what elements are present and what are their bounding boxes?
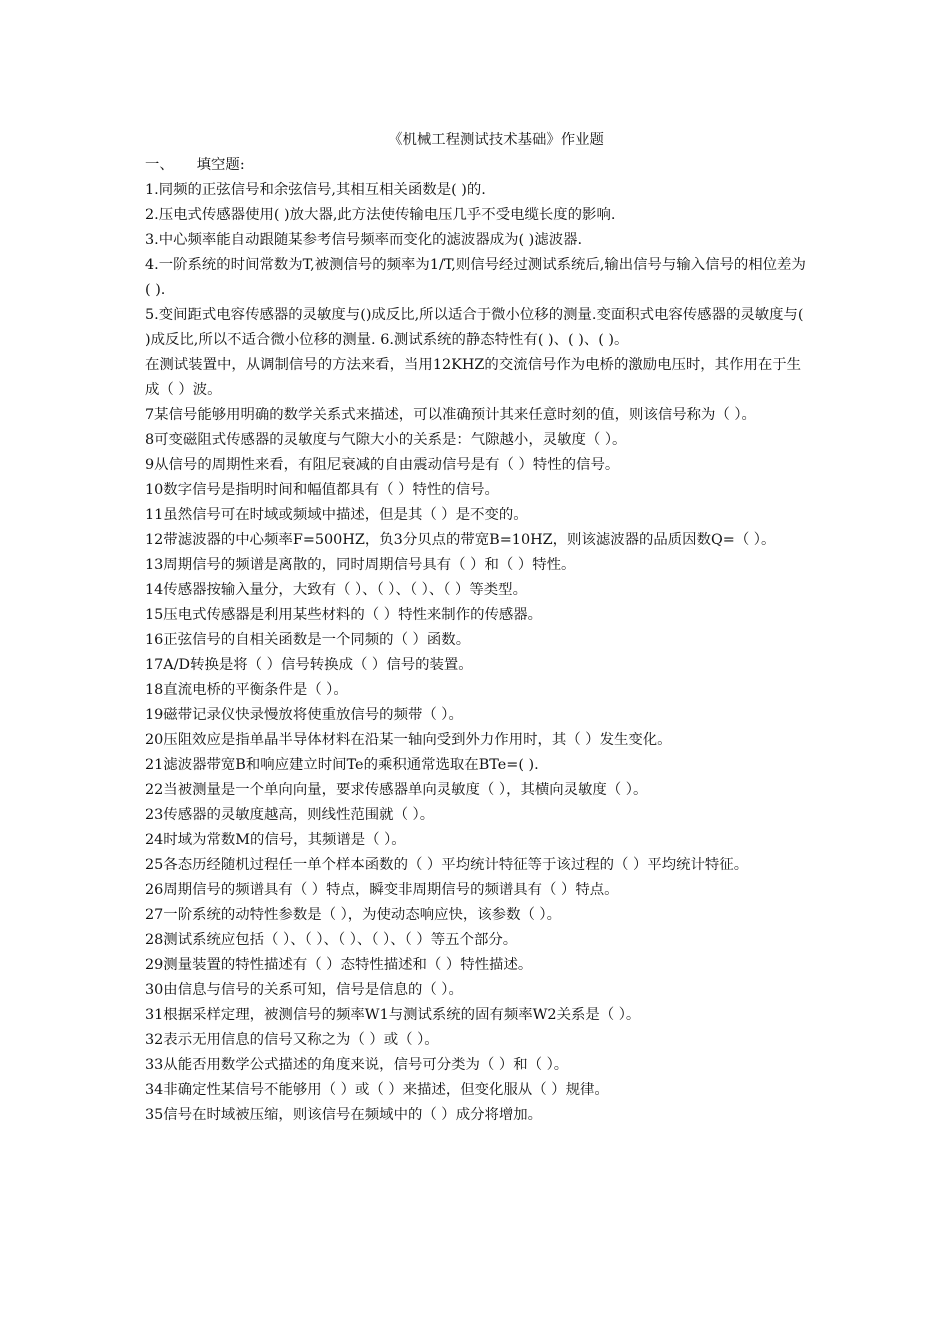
document-page — [145, 128, 807, 1128]
question-item: 32表示无用信息的信号又称之为（ ）或（ ）。 — [145, 1032, 439, 1048]
question-item: 28测试系统应包括（ ）、（ ）、（ ）、（ ）、（ ）等五个部分。 — [145, 932, 518, 948]
question-item: 27一阶系统的动特性参数是（ ），为使动态响应快，该参数（ ）。 — [145, 907, 561, 923]
question-item: 16正弦信号的自相关函数是一个同频的（ ）函数。 — [145, 632, 471, 648]
question-item: 35信号在时域被压缩，则该信号在频域中的（ ）成分将增加。 — [145, 1107, 543, 1123]
question-item: 3.中心频率能自动跟随某参考信号频率而变化的滤波器成为( )滤波器. — [145, 232, 583, 248]
question-item: 18直流电桥的平衡条件是（ ）。 — [145, 682, 348, 698]
question-item: 12带滤波器的中心频率F=500HZ，负3分贝点的带宽B=10HZ，则该滤波器的品质因数Q=（ ）。 — [145, 532, 776, 548]
question-item: 13周期信号的频谱是离散的，同时周期信号具有（ ）和（ ）特性。 — [145, 557, 576, 573]
question-item: 17A/D转换是将（ ）信号转换成（ ）信号的装置。 — [145, 657, 473, 673]
question-item: 22当被测量是一个单向向量，要求传感器单向灵敏度（ ），其横向灵敏度（ ）。 — [145, 782, 648, 798]
question-item: 33从能否用数学公式描述的角度来说，信号可分类为（ ）和（ ）。 — [145, 1057, 569, 1073]
question-item: 31根据采样定理，被测信号的频率W1与测试系统的固有频率W2关系是（ ）。 — [145, 1007, 641, 1023]
question-item: 15压电式传感器是利用某些材料的（ ）特性来制作的传感器。 — [145, 607, 543, 623]
question-item: 24时域为常数M的信号，其频谱是（ ）。 — [145, 832, 406, 848]
question-item: 7某信号能够用明确的数学关系式来描述，可以准确预计其来任意时刻的值，则该信号称为（ ）。 — [145, 407, 756, 423]
question-item: 9从信号的周期性来看，有阻尼衰减的自由震动信号是有（ ）特性的信号。 — [145, 457, 620, 473]
question-item: 29测量装置的特性描述有（ ）态特性描述和（ ）特性描述。 — [145, 957, 533, 973]
document-title: 《机械工程测试技术基础》作业题 — [388, 132, 604, 148]
question-item: 14传感器按输入量分，大致有（ ）、（ ）、（ ）、（ ）等类型。 — [145, 582, 527, 598]
question-item: 25各态历经随机过程任一单个样本函数的（ ）平均统计特征等于该过程的（ ）平均统计特征。 — [145, 857, 749, 873]
question-item: 11虽然信号可在时域或频域中描述，但是其（ ）是不变的。 — [145, 507, 528, 523]
question-list — [145, 178, 807, 1128]
question-item: 5.变间距式电容传感器的灵敏度与()成反比,所以适合于微小位移的测量.变面积式电容传感器的灵敏度与( )成反比,所以不适合微小位移的测量. 6.测试系统的静态特性有( )、( )、( )。 — [145, 307, 804, 348]
question-item: 1.同频的正弦信号和余弦信号,其相互相关函数是( )的. — [145, 182, 486, 198]
question-item: 20压阻效应是指单晶半导体材料在沿某一轴向受到外力作用时，其（ ）发生变化。 — [145, 732, 672, 748]
question-item: 4.一阶系统的时间常数为T,被测信号的频率为1/T,则信号经过测试系统后,输出信号与输入信号的相位差为( ). — [145, 257, 806, 298]
question-item: 8可变磁阻式传感器的灵敏度与气隙大小的关系是：气隙越小，灵敏度（ ）。 — [145, 432, 627, 448]
question-item: 19磁带记录仪快录慢放将使重放信号的频带（ ）。 — [145, 707, 463, 723]
question-item: 34非确定性某信号不能够用（ ）或（ ）来描述，但变化服从（ ）规律。 — [145, 1082, 609, 1098]
question-item: 在测试装置中，从调制信号的方法来看，当用12KHZ的交流信号作为电桥的激励电压时，其作用在于生成（ ）波。 — [145, 357, 802, 398]
question-item: 23传感器的灵敏度越高，则线性范围就（ ）。 — [145, 807, 435, 823]
section-heading: 一、 填空题: — [145, 157, 245, 173]
question-item: 26周期信号的频谱具有（ ）特点，瞬变非周期信号的频谱具有（ ）特点。 — [145, 882, 619, 898]
question-item: 2.压电式传感器使用( )放大器,此方法使传输电压几乎不受电缆长度的影响. — [145, 207, 616, 223]
question-item: 21滤波器带宽B和响应建立时间Te的乘积通常选取在BTe=( ). — [145, 757, 539, 773]
question-item: 10数字信号是指明时间和幅值都具有（ ）特性的信号。 — [145, 482, 499, 498]
question-item: 30由信息与信号的关系可知，信号是信息的（ ）。 — [145, 982, 463, 998]
